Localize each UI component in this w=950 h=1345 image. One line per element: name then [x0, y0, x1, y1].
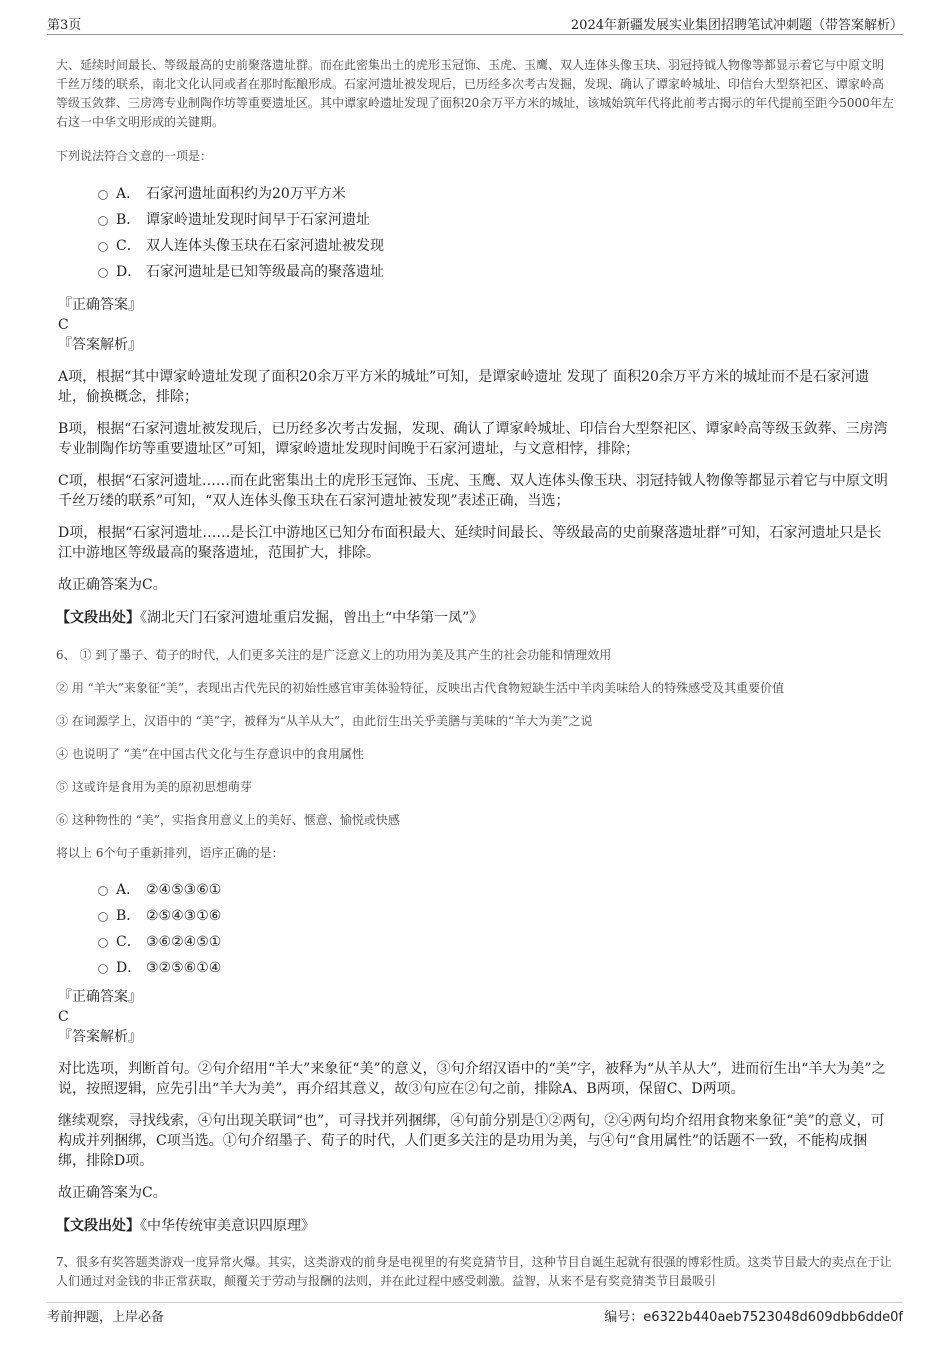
q5-source-title: 《湖北天门石家河遗址重启发掘，曾出土“中华第一凤”》: [140, 610, 484, 626]
footer-id: [604, 1306, 903, 1325]
page-content: [56, 36, 894, 1291]
radio-icon[interactable]: [98, 912, 108, 922]
q6-option-a[interactable]: A． ②④⑤③⑥①: [98, 877, 894, 903]
radio-icon[interactable]: [98, 886, 108, 896]
q5-analysis-d: D项，根据“石家河遗址……是长江中游地区已知分布面积最大、延续时间最长、等级最高的史前聚落遗址群”可知，石家河遗址只是长江中游地区等级最高的聚落遗址，范围扩大，排除。: [58, 525, 882, 561]
q5-option-d[interactable]: D． 石家河遗址是已知等级最高的聚落遗址: [98, 259, 894, 285]
radio-icon[interactable]: [98, 268, 108, 278]
q6-options: [56, 877, 894, 981]
radio-icon[interactable]: [98, 242, 108, 252]
q6-sentence-3: ③ 在词源学上，汉语中的 “美”字，被释为“从羊从大”，由此衍生出关乎美膳与美味的“羊大为美”之说: [56, 714, 593, 728]
q5-question: 下列说法符合文意的一项是：: [56, 149, 213, 163]
q6-source-label: 【文段出处】: [56, 1218, 140, 1234]
document-title: 2024年新疆发展实业集团招聘笔试冲刺题（带答案解析）: [570, 18, 903, 33]
q6-answer-label: 『正确答案』: [58, 989, 142, 1005]
q5-answer-label: 『正确答案』: [58, 297, 142, 313]
q6-analysis-2: 继续观察，寻找线索，④句出现关联词“也”，可寻找并列捆绑，④句前分别是①②两句，②④两句均介绍用食物来象征“美”的意义，可构成并列捆绑，C项当选。①句介绍墨子、荀子的时代，人们更多关注的是功用为美，与④句“食用属性”的话题不一致，不能构成捆绑，排除D项。: [58, 1113, 885, 1169]
radio-icon[interactable]: [98, 938, 108, 948]
page-number: 第3页: [47, 18, 82, 33]
q6-analysis-1: 对比选项，判断首句。②句介绍用“羊大”来象征“美”的意义，③句介绍汉语中的“美”字，被释为“从羊从大”，进而衍生出“羊大为美”之说，按照逻辑，应先引出“羊大为美”，再介绍其意义，故③句应在②句之前，排除A、B两项，保留C、D两项。: [58, 1061, 886, 1097]
q6-analysis-label: 『答案解析』: [58, 1029, 142, 1045]
q6-source: [56, 1216, 894, 1236]
footer-divider: [47, 1302, 903, 1303]
q5-source-label: 【文段出处】: [56, 610, 140, 626]
q5-option-c[interactable]: C． 双人连体头像玉玦在石家河遗址被发现: [98, 233, 894, 259]
q6-option-b[interactable]: B． ②⑤④③①⑥: [98, 903, 894, 929]
radio-icon[interactable]: [98, 964, 108, 974]
q6-option-d[interactable]: D． ③②⑤⑥①④: [98, 955, 894, 981]
q5-analysis-label: 『答案解析』: [58, 337, 142, 353]
q5-analysis-c: C项，根据“石家河遗址……而在此密集出土的虎形玉冠饰、玉虎、玉鹰、双人连体头像玉玦、羽冠持钺人物像等都显示着它与中原文明千丝万缕的联系”可知，“双人连体头像玉玦在石家河遗址被发现”表述正确，当选；: [58, 473, 888, 509]
q5-passage: 大、延续时间最长、等级最高的史前聚落遗址群。而在此密集出土的虎形玉冠饰、玉虎、玉鹰、双人连体头像玉玦、羽冠持钺人物像等都显示着它与中原文明千丝万缕的联系，南北文化认同或者在那时酝酿形成。石家河遗址被发现后，已历经多次考古发掘，发现、确认了谭家岭城址、印信台大型祭祀区、谭家岭高等级玉敛葬、三房湾专业制陶作坊等重要遗址区。其中谭家岭遗址发现了面积20余万平方米的城址，该城始筑年代将此前考古揭示的年代提前至距今5000年左右这一中华文明形成的关键期。: [56, 58, 894, 129]
q5-option-a[interactable]: A． 石家河遗址面积约为20万平方米: [98, 181, 894, 207]
q6-sentence-6: ⑥ 这种物性的 “美”，实指食用意义上的美好、惬意、愉悦或快感: [56, 813, 400, 827]
radio-icon[interactable]: [98, 190, 108, 200]
q6-answer: C: [58, 1009, 69, 1025]
q6-option-c[interactable]: C． ③⑥②④⑤①: [98, 929, 894, 955]
page-header: [47, 12, 903, 35]
q5-option-b[interactable]: B． 谭家岭遗址发现时间早于石家河遗址: [98, 207, 894, 233]
q5-analysis-a: A项，根据“其中谭家岭遗址发现了面积20余万平方米的城址”可知，是谭家岭遗址 发现了 面积20余万平方米的城址而不是石家河遗址，偷换概念，排除；: [58, 369, 869, 405]
q6-source-title: 《中华传统审美意识四原理》: [140, 1218, 315, 1234]
radio-icon[interactable]: [98, 216, 108, 226]
q6-sentence-4: ④ 也说明了 “美”在中国古代文化与生存意识中的食用属性: [56, 747, 364, 761]
footer-slogan: 考前押题，上岸必备: [47, 1310, 165, 1325]
q7-text: 7、很多有奖答题类游戏一度异常火爆。其实，这类游戏的前身是电视里的有奖竞猜节目，这种节目自诞生起就有很强的博彩性质。这类节目最大的卖点在于让人们通过对金钱的非正常获取，颠覆关于劳动与报酬的法则，并在此过程中感受刺激。益智，从来不是有奖竞猜类节目最吸引: [56, 1255, 892, 1288]
footer-id-code: e6322b440aeb7523048d609dbb6dde0f: [643, 1310, 903, 1325]
q5-source: [56, 608, 894, 628]
q6-sentence-2: ② 用 “羊大”来象征“美”，表现出古代先民的初始性感官审美体验特征，反映出古代食物短缺生活中羊肉美味给人的特殊感受及其重要价值: [56, 681, 785, 695]
q6-number: 6、: [56, 648, 76, 662]
q6-conclusion: 故正确答案为C。: [58, 1185, 167, 1201]
footer-id-label: 编号：: [604, 1310, 644, 1325]
q6-sentence-1: 6、 ① 到了墨子、荀子的时代，人们更多关注的是广泛意义上的功用为美及其产生的社会功能和情理效用: [56, 648, 612, 662]
q6-question: 将以上 6个句子重新排列，语序正确的是：: [56, 846, 284, 860]
q5-answer: C: [58, 317, 69, 333]
q6-sentence-5: ⑤ 这或许是食用为美的原初思想萌芽: [56, 780, 252, 794]
q5-options: [56, 181, 894, 285]
q5-conclusion: 故正确答案为C。: [58, 577, 167, 593]
q5-analysis-b: B项，根据“石家河遗址被发现后，已历经多次考古发掘，发现、确认了谭家岭城址、印信台大型祭祀区、谭家岭高等级玉敛葬、三房湾专业制陶作坊等重要遗址区”可知，谭家岭遗址发现时间晚于石家河遗址，与文意相悖，排除；: [58, 421, 888, 457]
